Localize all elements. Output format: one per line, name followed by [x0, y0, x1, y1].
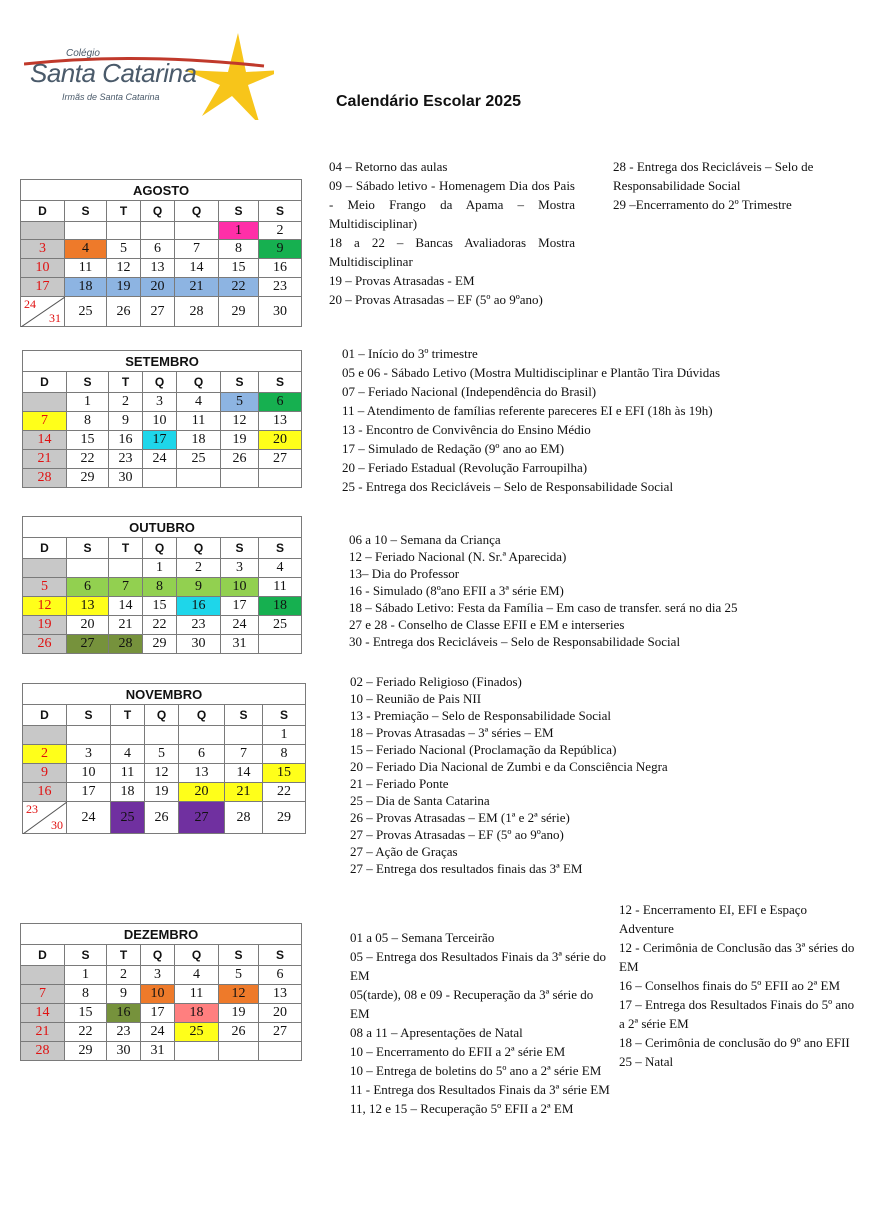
dow-cell: Q — [143, 538, 177, 559]
dow-cell: T — [107, 945, 141, 966]
day-cell: 5 — [145, 745, 179, 764]
event-line: 25 – Natal — [619, 1054, 674, 1069]
day-cell: 8 — [143, 578, 177, 597]
event-line: 27 e 28 - Conselho de Classe EFII e EM e interseries — [349, 617, 625, 632]
day-cell — [177, 469, 221, 488]
month-title: NOVEMBRO — [23, 684, 306, 705]
day-cell: 27 — [67, 635, 109, 654]
day-cell: 10 — [143, 412, 177, 431]
day-cell: 17 — [67, 783, 111, 802]
dow-cell: S — [225, 705, 263, 726]
event-line: 16 – Conselhos finais do 5º EFII ao 2ª EM — [619, 978, 841, 993]
events-outubro — [349, 531, 874, 650]
event-line: 17 – Simulado de Redação (9º ano ao EM) — [342, 441, 565, 456]
dow-cell: S — [65, 945, 107, 966]
day-cell: 3 — [143, 393, 177, 412]
day-cell: 15 — [143, 597, 177, 616]
event-line: 26 – Provas Atrasadas – EM (1ª e 2ª série) — [350, 810, 570, 825]
day-cell: 16 — [107, 1004, 141, 1023]
day-cell: 6 — [259, 966, 302, 985]
day-cell — [175, 222, 219, 240]
split-day-top: 23 — [26, 802, 38, 816]
day-cell: 25 — [65, 297, 107, 327]
day-cell: 17 — [21, 278, 65, 297]
dow-cell: D — [23, 705, 67, 726]
day-cell — [259, 469, 302, 488]
day-cell — [259, 1042, 302, 1061]
event-line: 01 a 05 – Semana Terceirão — [350, 930, 495, 945]
day-cell: 12 — [23, 597, 67, 616]
day-cell: 25 — [259, 616, 302, 635]
month-title: OUTUBRO — [23, 517, 302, 538]
day-cell: 27 — [179, 802, 225, 834]
day-cell: 13 — [179, 764, 225, 783]
dow-cell: D — [21, 201, 65, 222]
calendar-outubro — [22, 516, 302, 654]
day-cell — [141, 222, 175, 240]
day-cell — [67, 726, 111, 745]
day-cell: 13 — [141, 259, 175, 278]
day-cell — [219, 1042, 259, 1061]
event-line: 04 – Retorno das aulas — [329, 159, 448, 174]
month-title: DEZEMBRO — [21, 924, 302, 945]
event-line: 05 e 06 - Sábado Letivo (Mostra Multidisciplinar e Plantão Tira Dúvidas — [342, 365, 721, 380]
day-cell: 29 — [143, 635, 177, 654]
day-cell: 2 — [23, 745, 67, 764]
calendar-dezembro — [20, 923, 302, 1061]
day-cell: 23 — [109, 450, 143, 469]
day-cell: 2 — [109, 393, 143, 412]
day-cell: 26 — [145, 802, 179, 834]
day-cell: 12 — [219, 985, 259, 1004]
dow-cell: Q — [177, 372, 221, 393]
month-title: SETEMBRO — [23, 351, 302, 372]
day-cell: 20 — [259, 1004, 302, 1023]
day-cell: 22 — [65, 1023, 107, 1042]
split-day-bottom: 31 — [49, 311, 61, 325]
event-line: 13– Dia do Professor — [349, 566, 460, 581]
day-cell: 29 — [219, 297, 259, 327]
day-cell: 24 — [67, 802, 111, 834]
event-line: 11 – Atendimento de famílias referente pareceres EI e EFI (18h às 19h) — [342, 403, 713, 418]
day-cell — [21, 966, 65, 985]
event-line: 20 – Feriado Dia Nacional de Zumbi e da Consciência Negra — [350, 759, 668, 774]
day-cell — [145, 726, 179, 745]
day-cell: 29 — [65, 1042, 107, 1061]
dow-cell: S — [221, 538, 259, 559]
day-cell — [67, 559, 109, 578]
dow-cell: S — [259, 945, 302, 966]
event-line: 12 - Encerramento EI, EFI e Espaço Adventure — [619, 902, 808, 936]
day-cell: 26 — [107, 297, 141, 327]
dow-cell: Q — [175, 945, 219, 966]
events-dezembro-col2 — [619, 900, 859, 1071]
event-line: 05 – Entrega dos Resultados Finais da 3ª série do EM — [350, 949, 606, 983]
day-cell: 15 — [263, 764, 306, 783]
day-cell: 6 — [141, 240, 175, 259]
day-cell: 31 — [221, 635, 259, 654]
day-cell: 1 — [65, 966, 107, 985]
day-cell — [175, 1042, 219, 1061]
day-cell: 18 — [111, 783, 145, 802]
day-cell: 14 — [23, 431, 67, 450]
dow-cell: S — [219, 945, 259, 966]
day-cell: 26 — [221, 450, 259, 469]
day-cell — [65, 222, 107, 240]
event-line: 27 – Entrega dos resultados finais das 3ª EM — [350, 861, 583, 876]
dow-cell: S — [259, 201, 302, 222]
day-cell: 12 — [221, 412, 259, 431]
day-cell: 3 — [221, 559, 259, 578]
day-cell: 26 — [23, 635, 67, 654]
day-cell: 30 — [109, 469, 143, 488]
day-cell: 20 — [259, 431, 302, 450]
day-cell: 14 — [225, 764, 263, 783]
dow-cell: S — [263, 705, 306, 726]
day-cell: 13 — [67, 597, 109, 616]
day-cell: 17 — [141, 1004, 175, 1023]
event-line: 10 – Reunião de Pais NII — [350, 691, 482, 706]
day-cell: 3 — [141, 966, 175, 985]
day-cell: 25 — [111, 802, 145, 834]
day-cell: 21 — [23, 450, 67, 469]
day-cell: 30 — [107, 1042, 141, 1061]
day-cell: 18 — [259, 597, 302, 616]
day-cell: 27 — [141, 297, 175, 327]
event-line: 13 - Premiação – Selo de Responsabilidade Social — [350, 708, 612, 723]
dow-cell: Q — [177, 538, 221, 559]
day-cell: 2 — [259, 222, 302, 240]
day-cell: 24 — [221, 616, 259, 635]
split-day-top: 24 — [24, 297, 36, 311]
event-line: 18 – Cerimônia de conclusão do 9º ano EFII — [619, 1035, 850, 1050]
day-cell: 22 — [67, 450, 109, 469]
event-line: 19 – Provas Atrasadas - EM — [329, 273, 475, 288]
day-cell — [179, 726, 225, 745]
event-line: 12 – Feriado Nacional (N. Sr.ª Aparecida) — [349, 549, 567, 564]
day-cell: 5 — [107, 240, 141, 259]
day-cell: 26 — [219, 1023, 259, 1042]
day-cell: 22 — [143, 616, 177, 635]
day-cell: 20 — [141, 278, 175, 297]
event-line: 07 – Feriado Nacional (Independência do Brasil) — [342, 384, 597, 399]
dow-cell: T — [109, 538, 143, 559]
day-cell: 11 — [65, 259, 107, 278]
day-cell: 8 — [219, 240, 259, 259]
day-cell: 10 — [141, 985, 175, 1004]
day-cell: 31 — [141, 1042, 175, 1061]
day-cell: 1 — [67, 393, 109, 412]
day-cell: 28 — [23, 469, 67, 488]
day-cell: 30 — [259, 297, 302, 327]
dow-cell: S — [67, 705, 111, 726]
dow-cell: Q — [175, 201, 219, 222]
day-cell: 7 — [175, 240, 219, 259]
day-cell: 1 — [143, 559, 177, 578]
day-cell: 1 — [219, 222, 259, 240]
dow-cell: S — [67, 372, 109, 393]
day-cell: 8 — [65, 985, 107, 1004]
day-cell: 19 — [219, 1004, 259, 1023]
event-line: 20 – Provas Atrasadas – EF (5º ao 9ºano) — [329, 292, 543, 307]
day-cell — [23, 726, 67, 745]
day-cell: 2 — [107, 966, 141, 985]
day-cell: 18 — [65, 278, 107, 297]
event-line: 13 - Encontro de Convivência do Ensino Médio — [342, 422, 591, 437]
day-cell: 10 — [221, 578, 259, 597]
day-cell — [23, 559, 67, 578]
event-line: 10 – Entrega de boletins do 5º ano a 2ª série EM — [350, 1063, 602, 1078]
day-cell: 9 — [109, 412, 143, 431]
dow-cell: Q — [141, 945, 175, 966]
events-agosto-col1 — [329, 157, 575, 309]
day-cell: 7 — [109, 578, 143, 597]
day-cell: 14 — [109, 597, 143, 616]
day-cell — [107, 222, 141, 240]
day-cell: 5 — [221, 393, 259, 412]
day-cell: 29 — [263, 802, 306, 834]
day-cell: 5 — [219, 966, 259, 985]
event-line: 18 a 22 – Bancas Avaliadoras Mostra Multidisciplinar — [329, 235, 575, 269]
day-cell — [21, 222, 65, 240]
day-cell — [111, 726, 145, 745]
event-line: 21 – Feriado Ponte — [350, 776, 449, 791]
day-cell: 7 — [225, 745, 263, 764]
day-cell: 8 — [67, 412, 109, 431]
day-cell: 11 — [175, 985, 219, 1004]
calendar-setembro — [22, 350, 302, 488]
day-cell: 12 — [107, 259, 141, 278]
day-cell: 19 — [107, 278, 141, 297]
day-cell: 24 — [141, 1023, 175, 1042]
logo-name: Santa Catarina — [30, 58, 197, 88]
event-line: 09 – Sábado letivo - Homenagem Dia dos Pais - Meio Frango da Apama – Mostra Multidisciplinar) — [329, 178, 575, 231]
day-cell: 23 — [259, 278, 302, 297]
split-day-cell — [21, 297, 65, 327]
event-line: 12 - Cerimônia de Conclusão das 3ª séries do EM — [619, 940, 855, 974]
event-line: 25 - Entrega dos Recicláveis – Selo de Responsabilidade Social — [342, 479, 674, 494]
event-line: 25 – Dia de Santa Catarina — [350, 793, 490, 808]
day-cell: 27 — [259, 450, 302, 469]
day-cell: 4 — [175, 966, 219, 985]
dow-cell: S — [219, 201, 259, 222]
day-cell: 7 — [21, 985, 65, 1004]
event-line: 30 - Entrega dos Recicláveis – Selo de Responsabilidade Social — [349, 634, 681, 649]
dow-cell: T — [109, 372, 143, 393]
day-cell: 6 — [259, 393, 302, 412]
day-cell: 11 — [259, 578, 302, 597]
day-cell: 16 — [109, 431, 143, 450]
day-cell: 11 — [111, 764, 145, 783]
events-setembro — [342, 344, 872, 496]
event-line: 05(tarde), 08 e 09 - Recuperação da 3ª série do EM — [350, 987, 594, 1021]
day-cell: 25 — [177, 450, 221, 469]
day-cell: 19 — [145, 783, 179, 802]
day-cell: 1 — [263, 726, 306, 745]
day-cell: 25 — [175, 1023, 219, 1042]
day-cell: 4 — [177, 393, 221, 412]
events-agosto-col2 — [613, 157, 853, 214]
event-line: 01 – Início do 3º trimestre — [342, 346, 478, 361]
day-cell: 21 — [175, 278, 219, 297]
day-cell: 15 — [219, 259, 259, 278]
event-line: 10 – Encerramento do EFII a 2ª série EM — [350, 1044, 566, 1059]
day-cell: 22 — [263, 783, 306, 802]
dow-cell: T — [111, 705, 145, 726]
day-cell: 21 — [21, 1023, 65, 1042]
dow-cell: S — [259, 538, 302, 559]
day-cell: 27 — [259, 1023, 302, 1042]
day-cell: 7 — [23, 412, 67, 431]
day-cell: 28 — [225, 802, 263, 834]
day-cell: 6 — [179, 745, 225, 764]
day-cell: 19 — [23, 616, 67, 635]
day-cell: 3 — [67, 745, 111, 764]
dow-cell: S — [67, 538, 109, 559]
dow-cell: D — [23, 538, 67, 559]
day-cell: 21 — [225, 783, 263, 802]
day-cell: 9 — [23, 764, 67, 783]
day-cell: 28 — [109, 635, 143, 654]
dow-cell: S — [259, 372, 302, 393]
event-line: 27 – Provas Atrasadas – EF (5º ao 9ºano) — [350, 827, 564, 842]
day-cell — [221, 469, 259, 488]
day-cell: 30 — [177, 635, 221, 654]
day-cell: 16 — [23, 783, 67, 802]
events-dezembro-col1 — [350, 928, 610, 1118]
day-cell: 20 — [67, 616, 109, 635]
day-cell: 29 — [67, 469, 109, 488]
day-cell — [259, 635, 302, 654]
event-line: 29 –Encerramento do 2º Trimestre — [613, 197, 792, 212]
logo-small-text: Colégio — [66, 48, 100, 59]
day-cell: 9 — [107, 985, 141, 1004]
day-cell: 12 — [145, 764, 179, 783]
day-cell: 20 — [179, 783, 225, 802]
day-cell: 6 — [67, 578, 109, 597]
dow-cell: S — [65, 201, 107, 222]
day-cell: 10 — [67, 764, 111, 783]
dow-cell: S — [221, 372, 259, 393]
day-cell: 18 — [177, 431, 221, 450]
day-cell — [225, 726, 263, 745]
month-title: AGOSTO — [21, 180, 302, 201]
day-cell: 24 — [143, 450, 177, 469]
event-line: 20 – Feriado Estadual (Revolução Farroupilha) — [342, 460, 588, 475]
event-line: 06 a 10 – Semana da Criança — [349, 532, 501, 547]
day-cell: 3 — [21, 240, 65, 259]
event-line: 16 - Simulado (8ºano EFII a 3ª série EM) — [349, 583, 564, 598]
day-cell: 4 — [111, 745, 145, 764]
logo-subtitle: Irmãs de Santa Catarina — [62, 92, 160, 102]
day-cell: 13 — [259, 412, 302, 431]
event-line: 08 a 11 – Apresentações de Natal — [350, 1025, 523, 1040]
day-cell: 15 — [65, 1004, 107, 1023]
dow-cell: Q — [143, 372, 177, 393]
day-cell: 2 — [177, 559, 221, 578]
events-novembro — [350, 673, 875, 877]
day-cell: 28 — [21, 1042, 65, 1061]
day-cell: 23 — [107, 1023, 141, 1042]
school-logo — [24, 30, 274, 120]
day-cell: 5 — [23, 578, 67, 597]
day-cell: 16 — [177, 597, 221, 616]
dow-cell: Q — [141, 201, 175, 222]
day-cell: 13 — [259, 985, 302, 1004]
day-cell: 14 — [21, 1004, 65, 1023]
event-line: 11, 12 e 15 – Recuperação 5º EFII a 2ª EM — [350, 1101, 574, 1116]
day-cell: 15 — [67, 431, 109, 450]
event-line: 27 – Ação de Graças — [350, 844, 458, 859]
event-line: 15 – Feriado Nacional (Proclamação da República) — [350, 742, 617, 757]
event-line: 11 - Entrega dos Resultados Finais da 3ª série EM — [350, 1082, 610, 1097]
day-cell: 19 — [221, 431, 259, 450]
day-cell: 28 — [175, 297, 219, 327]
day-cell: 9 — [259, 240, 302, 259]
day-cell: 16 — [259, 259, 302, 278]
day-cell: 17 — [221, 597, 259, 616]
event-line: 02 – Feriado Religioso (Finados) — [350, 674, 522, 689]
dow-cell: T — [107, 201, 141, 222]
dow-cell: D — [23, 372, 67, 393]
day-cell: 18 — [175, 1004, 219, 1023]
event-line: 18 – Provas Atrasadas – 3ª séries – EM — [350, 725, 554, 740]
dow-cell: Q — [179, 705, 225, 726]
event-line: 17 – Entrega dos Resultados Finais do 5º ano a 2ª série EM — [619, 997, 855, 1031]
dow-cell: D — [21, 945, 65, 966]
day-cell — [23, 393, 67, 412]
day-cell: 10 — [21, 259, 65, 278]
day-cell: 4 — [259, 559, 302, 578]
day-cell: 8 — [263, 745, 306, 764]
calendar-novembro — [22, 683, 306, 834]
split-day-cell — [23, 802, 67, 834]
page-title: Calendário Escolar 2025 — [336, 93, 521, 110]
day-cell — [143, 469, 177, 488]
day-cell: 14 — [175, 259, 219, 278]
dow-cell: Q — [145, 705, 179, 726]
day-cell: 9 — [177, 578, 221, 597]
event-line: 18 – Sábado Letivo: Festa da Família – Em caso de transfer. será no dia 25 — [349, 600, 738, 615]
day-cell — [109, 559, 143, 578]
day-cell: 21 — [109, 616, 143, 635]
day-cell: 11 — [177, 412, 221, 431]
event-line: 28 - Entrega dos Recicláveis – Selo de Responsabilidade Social — [613, 159, 814, 193]
day-cell: 22 — [219, 278, 259, 297]
split-day-bottom: 30 — [51, 818, 63, 832]
calendar-agosto — [20, 179, 302, 327]
day-cell: 4 — [65, 240, 107, 259]
day-cell: 17 — [143, 431, 177, 450]
day-cell: 23 — [177, 616, 221, 635]
